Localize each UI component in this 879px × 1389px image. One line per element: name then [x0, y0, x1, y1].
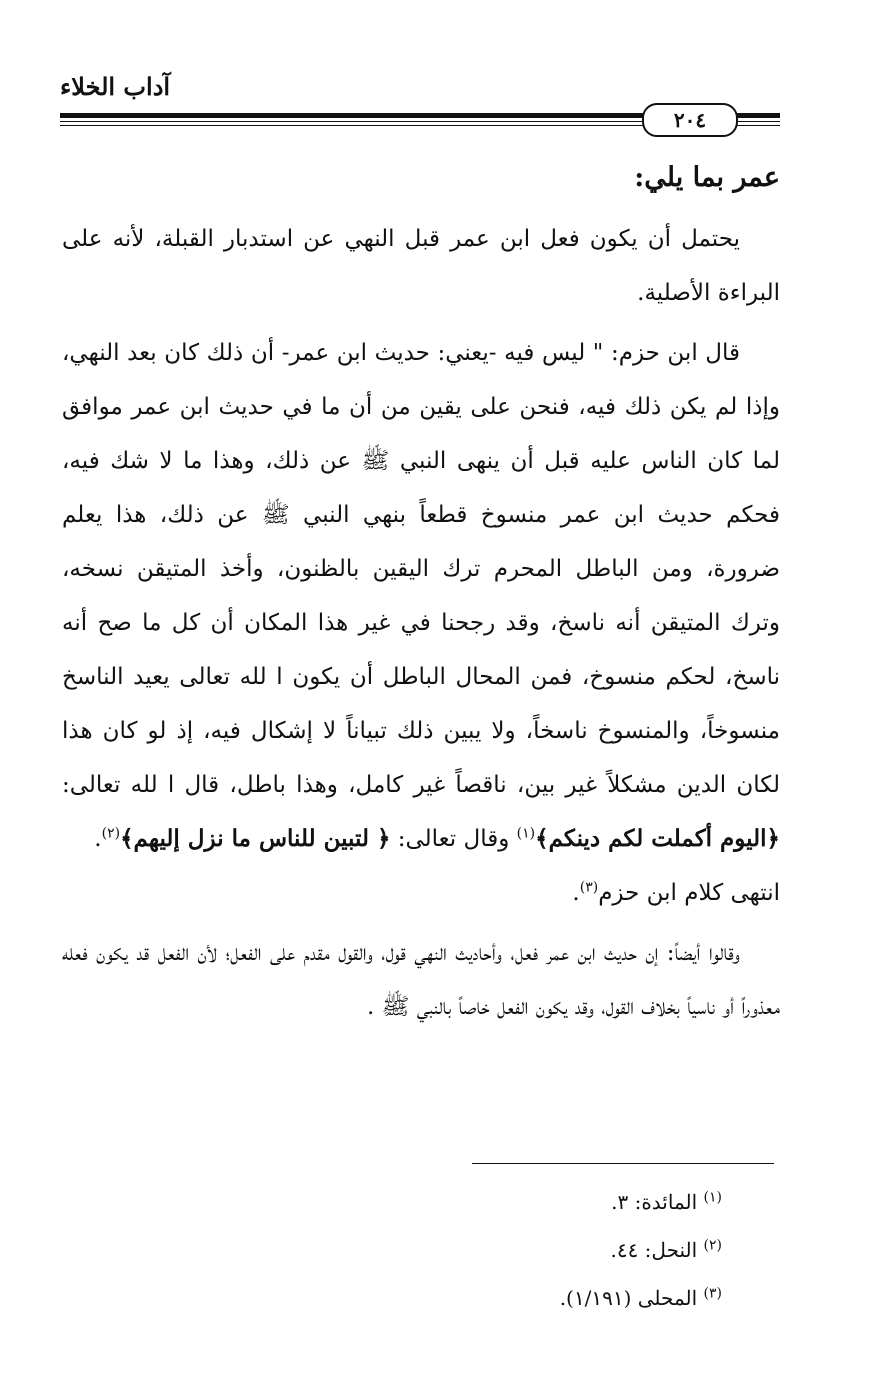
footnote-ref-2: (٢) [101, 825, 121, 842]
footnote-2-text: النحل: ٤٤. [610, 1238, 698, 1262]
paragraph-4 [62, 926, 780, 1034]
page-number: ٢٠٤ [673, 108, 707, 132]
footnote-3-text: المحلى (١/١٩١). [559, 1286, 698, 1310]
paragraph-2-mid: وقال تعالى: [397, 826, 510, 852]
running-title: آداب الخلاء [60, 72, 171, 101]
footnote-1-number: (١) [703, 1189, 722, 1206]
footnote-ref-1: (١) [516, 825, 536, 842]
footnote-2 [400, 1226, 722, 1274]
footnote-1 [400, 1178, 722, 1226]
quran-verse-2: ﴿ لتبين للناس ما نزل إليهم﴾ [120, 825, 391, 852]
quran-verse-1: ﴿اليوم أكملت لكم دينكم﴾ [535, 825, 780, 852]
footnotes [400, 1178, 722, 1322]
paragraph-4-text: وقالوا أيضاً: إن حديث ابن عمر فعل، وأحاديث النهي قول، والقول مقدم على الفعل؛ لأن الفعل قد يكون فعله معذوراً أو ناسياً بخلاف القول، وقد يكون الفعل خاصاً بالنبي ﷺ . [62, 940, 780, 1020]
footnote-ref-3: (٣) [579, 879, 599, 896]
footnote-3 [400, 1274, 722, 1322]
footnote-3-number: (٣) [703, 1285, 722, 1302]
paragraph-2-text: قال ابن حزم: " ليس فيه -يعني: حديث ابن عمر- أن ذلك كان بعد النهي، وإذا لم يكن ذلك فيه، فنحن على يقين من أن ما في حديث ابن عمر موافق لما كان الناس عليه قبل أن ينهى النبي ﷺ عن ذلك، وهذا ما لا شك فيه، فحكم حديث ابن عمر منسوخ قطعاً بنهي النبي ﷺ عن ذلك، هذا يعلم ضرورة، ومن الباطل المحرم ترك اليقين بالظنون، وأخذ المتيقن نسخه، وترك المتيقن أنه ناسخ، وقد رجحنا في غير هذا المكان أن كل ما صح أنه ناسخ، لحكم منسوخ، فمن المحال الباطل أن يكون ا لله تعالى يعيد الناسخ منسوخاً، والمنسوخ ناسخاً، ولا يبين ذلك تبياناً لا إشكال فيه، إذ لو كان هذا لكان الدين مشكلاً غير بين، ناقصاً غير كامل، وهذا باطل، قال ا لله تعالى: [62, 340, 780, 798]
body-text [62, 152, 780, 1040]
paragraph-2-end: . [94, 826, 102, 852]
paragraph-2 [62, 326, 780, 920]
page-number-badge [642, 103, 738, 137]
footnote-separator [472, 1163, 774, 1164]
footnote-1-text: المائدة: ٣. [611, 1190, 698, 1214]
paragraph-1 [62, 212, 780, 320]
paragraph-1-text: يحتمل أن يكون فعل ابن عمر قبل النهي عن استدبار القبلة، لأنه على البراءة الأصلية. [62, 226, 780, 306]
footnote-2-number: (٢) [703, 1237, 722, 1254]
paragraph-3-text: انتهى كلام ابن حزم [598, 880, 780, 906]
section-heading: عمر بما يلي: [634, 162, 780, 193]
paragraph-3-end: . [572, 880, 580, 906]
